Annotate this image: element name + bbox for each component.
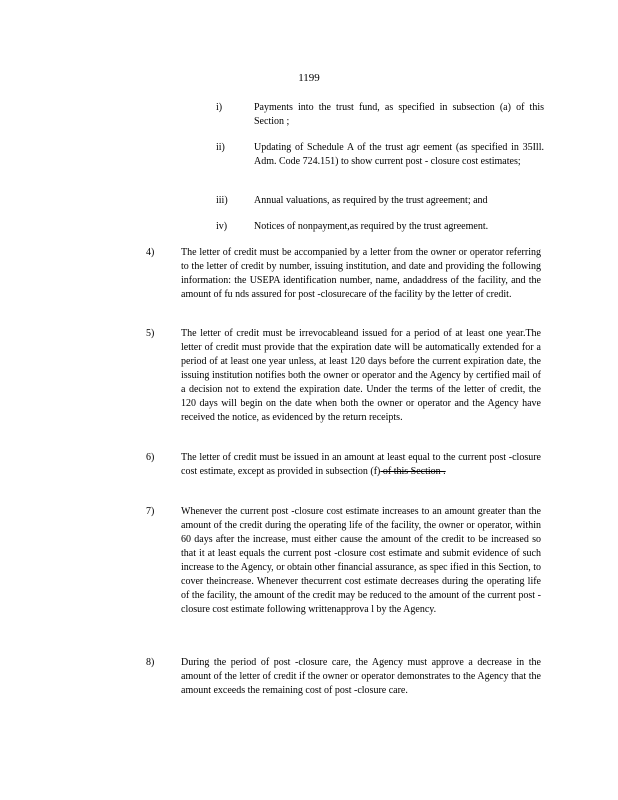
subitem-text: Notices of nonpayment,as required by the trust agreement. [254, 221, 489, 232]
subitem-label: iv) [216, 221, 228, 232]
item-text: The letter of credit must be irrevocableand issued for a period of at least one year.The letter of credit must provide that the expiration date will be automatically extended for a period of at least one year unless, at least 120 days before the current expiration date, the issuing institution notifies both the owner or operator and the Agency by certified mail of a decision not to extend the expiration date. Under the terms of the letter of credit, the 120 days will begin on the date when both the owner or operator and the Agency have received the notice, as evidenced by the return receipts. [181, 328, 541, 423]
page-number: 1199 [298, 72, 320, 84]
item-text: The letter of credit must be accompanied by a letter from the owner or operator referring to the letter of credit by number, issuing institution, and date and providing the following information: the USEPA identification number, name, andaddress of the facility, and the amount of fu nds assured for post -closurecare of the facility by the letter of credit. [181, 247, 541, 300]
item-label: 4) [146, 247, 155, 258]
item-label: 8) [146, 657, 155, 668]
subitem-label: i) [216, 102, 223, 113]
struck-text: of this Section . [380, 466, 446, 477]
subitem-label: iii) [216, 195, 228, 206]
item-text: During the period of post -closure care, the Agency must approve a decrease in the amount of the letter of credit if the owner or operator demonstrates to the Agency that the amount exceeds the remaining cost of post -closure care. [181, 657, 541, 696]
subitem-text: Updating of Schedule A of the trust agr eement (as specified in 35Ill. Adm. Code 724.151) to show current post - closure cost estimates; [254, 142, 544, 167]
item-label: 6) [146, 452, 155, 463]
subitem-text: Annual valuations, as required by the trust agreement; and [254, 195, 488, 206]
subitem-label: ii) [216, 142, 225, 153]
item-text: Whenever the current post -closure cost estimate increases to an amount greater than the amount of the credit during the operating life of the facility, the owner or operator, within 60 days after the increase, must either cause the amount of the credit to be increased so that it at least equals the current post -closure cost estimate and submit evidence of such increase to the Agency, or obtain other financial assurance, as spec ified in this Section, to cover theincrease. Whenever thecurrent cost estimate decreases during the operating life of the facility, the amount of the credit may be reduced to the amount of the current post -closure cost estimate following writtenapprova l by the Agency. [181, 506, 541, 615]
subitem-text: Payments into the trust fund, as specified in subsection (a) of this Section ; [254, 102, 544, 127]
item-label: 7) [146, 506, 155, 517]
item-text: The letter of credit must be issued in an amount at least equal to the current post -closure cost estimate, except as provided in subsection (f) [181, 452, 541, 477]
item-label: 5) [146, 328, 155, 339]
item-text-container [181, 451, 541, 479]
